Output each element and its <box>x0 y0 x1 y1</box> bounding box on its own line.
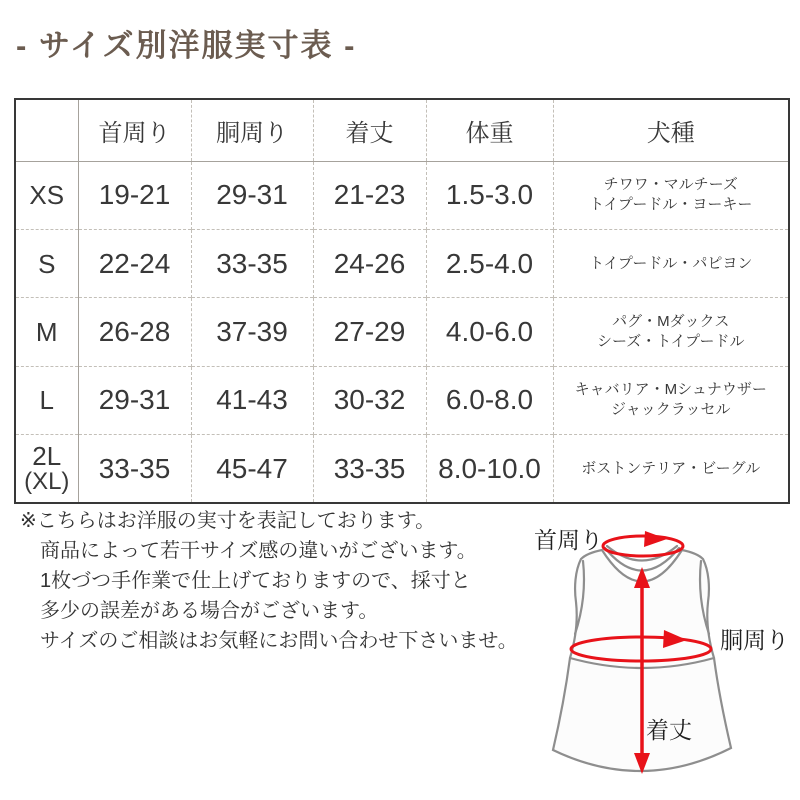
weight-cell: 2.5-4.0 <box>426 229 553 297</box>
length-cell: 30-32 <box>313 366 426 434</box>
note-line: ※こちらはお洋服の実寸を表記しております。 <box>20 510 436 532</box>
weight-cell: 6.0-8.0 <box>426 366 553 434</box>
breed-line: キャバリア・Mシュナウザー <box>574 381 767 399</box>
size-label-sub: (XL) <box>24 468 70 496</box>
size-cell <box>15 298 78 366</box>
length-cell: 24-26 <box>313 229 426 297</box>
neck-arrowhead-icon <box>644 531 667 547</box>
weight-cell: 8.0-10.0 <box>426 435 553 503</box>
size-label: S <box>38 248 56 279</box>
neck-cell: 19-21 <box>78 161 191 229</box>
breed-cell <box>553 229 789 297</box>
notes <box>20 506 525 656</box>
chest-cell: 41-43 <box>191 366 313 434</box>
header-breed: 犬種 <box>646 119 695 147</box>
breed-line: トイプードル・パピヨン <box>589 254 753 272</box>
chest-cell: 37-39 <box>191 298 313 366</box>
chest-cell: 45-47 <box>191 435 313 503</box>
chest-girth-label: 胴周り <box>720 627 789 653</box>
size-cell <box>15 161 78 229</box>
breed-line: シーズ・トイプードル <box>596 332 745 350</box>
breed-cell <box>553 435 789 503</box>
header-chest-girth: 胴周り <box>191 99 313 161</box>
size-cell <box>15 366 78 434</box>
table-row-xs <box>15 161 789 229</box>
size-cell <box>15 435 78 503</box>
breed-line: ジャックラッセル <box>611 401 731 419</box>
breed-line: トイプードル・ヨーキー <box>589 196 753 214</box>
header-size <box>15 99 78 161</box>
neck-cell: 26-28 <box>78 298 191 366</box>
length-cell: 33-35 <box>313 435 426 503</box>
note-line: 商品によって若干サイズ感の違いがございます。 <box>40 540 477 562</box>
note-line: 1枚づつ手作業で仕上げておりますので、採寸と <box>40 570 471 592</box>
chest-cell: 29-31 <box>191 161 313 229</box>
breed-cell <box>553 161 789 229</box>
neck-cell: 22-24 <box>78 229 191 297</box>
neck-cell: 29-31 <box>78 366 191 434</box>
chest-cell: 33-35 <box>191 229 313 297</box>
table-row-2l <box>15 435 789 503</box>
header-weight: 体重 <box>426 99 553 161</box>
breed-line: チワワ・マルチーズ <box>603 176 738 194</box>
weight-cell: 4.0-6.0 <box>426 298 553 366</box>
size-label: 2L <box>32 441 62 472</box>
size-table <box>14 98 790 504</box>
size-cell <box>15 229 78 297</box>
length-cell: 21-23 <box>313 161 426 229</box>
breed-line: ボストンテリア・ビーグル <box>581 459 761 477</box>
size-label: M <box>35 316 58 347</box>
header-row <box>15 99 789 161</box>
weight-cell: 1.5-3.0 <box>426 161 553 229</box>
size-label: L <box>39 385 54 416</box>
breed-cell <box>553 298 789 366</box>
size-label: XS <box>29 180 65 211</box>
neck-cell: 33-35 <box>78 435 191 503</box>
header-neck-girth: 首周り <box>78 99 191 161</box>
table-row-l <box>15 366 789 434</box>
breed-cell <box>553 366 789 434</box>
note-line: サイズのご相談はお気軽にお問い合わせ下さいませ。 <box>40 630 518 652</box>
neck-girth-label: 首周り <box>534 527 603 553</box>
garment-measure-diagram <box>518 503 800 800</box>
length-cell: 27-29 <box>313 298 426 366</box>
breed-line: パグ・Mダックス <box>612 312 730 330</box>
table-row-s <box>15 229 789 297</box>
neck-girth-ellipse-icon <box>603 536 683 556</box>
page-title: - サイズ別洋服実寸表 - <box>16 28 357 63</box>
note-line: 多少の誤差がある場合がございます。 <box>40 600 379 622</box>
header-back-length: 着丈 <box>313 99 426 161</box>
table-row-m <box>15 298 789 366</box>
back-length-label: 着丈 <box>646 717 692 743</box>
